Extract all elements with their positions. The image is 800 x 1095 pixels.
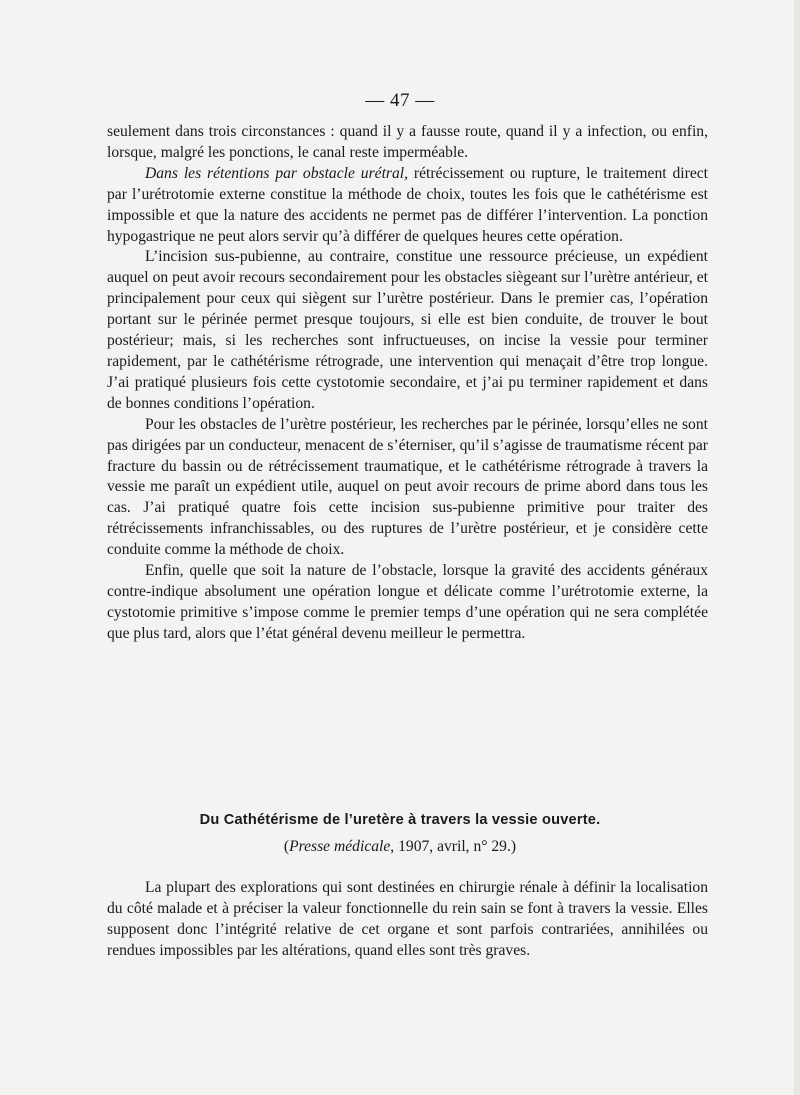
paragraph-continuation: seulement dans trois circonstances : quand il y a fausse route, quand il y a infection, ou enfin, lorsque, malgré les ponctions, le canal reste imperméable. <box>107 123 708 161</box>
source-open: ( <box>283 838 290 855</box>
section-heading: Du Cathétérisme de l’uretère à travers la vessie ouverte. <box>199 812 601 828</box>
paragraph-text: rétrécissement ou rupture, le traitement direct par l’urétrotomie externe constitue la méthode de choix, toutes les fois que le cathétérisme est impossible et que la nature des accidents ne permet pas de différer l’intervention. La ponction hypogastrique ne peut alors servir qu’à différer de quelques heures cette opération. <box>107 164 708 245</box>
section-source <box>0 838 800 856</box>
italic-phrase: Dans les rétentions par obstacle urétral, <box>145 164 408 182</box>
source-details: , 1907, avril, n° 29.) <box>390 838 517 855</box>
section-body-text <box>107 878 708 962</box>
body-text <box>107 122 708 645</box>
paragraph-retentions <box>107 164 708 248</box>
paragraph-obstacles: Pour les obstacles de l’urètre postérieur, les recherches par le périnée, lorsqu’elles ne sont pas dirigées par un conducteur, menacent de s’éterniser, qu’il s’agisse de traumatisme récent par fracture du bassin ou de rétrécissement traumatique, et le cathétérisme rétrograde à travers la vessie me paraît un expédient utile, auquel on peut avoir recours de prime abord dans tous les cas. J’ai pratiqué quatre fois cette incision sus-pubienne primitive pour traiter des rétrécissements infranchissables, ou des ruptures de l’urètre postérieur, et je considère cette conduite comme la méthode de choix. <box>107 415 708 559</box>
paragraph-incision: L’incision sus-pubienne, au contraire, constitue une ressource précieuse, un expédient auquel on peut avoir recours secondairement pour les obstacles siègeant sur l’urètre antérieur, et principalement pour ceux qui siègent sur l’urètre postérieur. Dans le premier cas, l’opération portant sur le périnée permet presque toujours, si elle est bien conduite, de trouver le bout postérieur; mais, si les recherches sont infructueuses, on incise la vessie pour terminer rapidement, par le cathétérisme rétrograde, une intervention qui menaçait d’être trop longue. J’ai pratiqué plusieurs fois cette cystotomie secondaire, et j’ai pu terminer rapidement et dans de bonnes conditions l’opération. <box>107 248 708 412</box>
page-number: — 47 — <box>365 90 435 111</box>
paragraph-explorations: La plupart des explorations qui sont destinées en chirurgie rénale à définir la localisation du côté malade et à préciser la valeur fonctionnelle du rein sain se font à travers la vessie. Elles supposent donc l’intégrité relative de cet organe et sont parfois contrariées, annihilées ou rendues impossibles par les altérations, quand elles sont très graves. <box>107 879 708 959</box>
scan-edge-shade <box>794 0 800 1095</box>
paragraph-enfin: Enfin, quelle que soit la nature de l’obstacle, lorsque la gravité des accidents généraux contre-indique absolument une opération longue et délicate comme l’urétrotomie externe, la cystotomie primitive s’impose comme le premier temps d’une opération qui ne sera complétée que plus tard, alors que l’état général devenu meilleur le permettra. <box>107 562 708 642</box>
source-journal: Presse médicale <box>289 838 391 855</box>
